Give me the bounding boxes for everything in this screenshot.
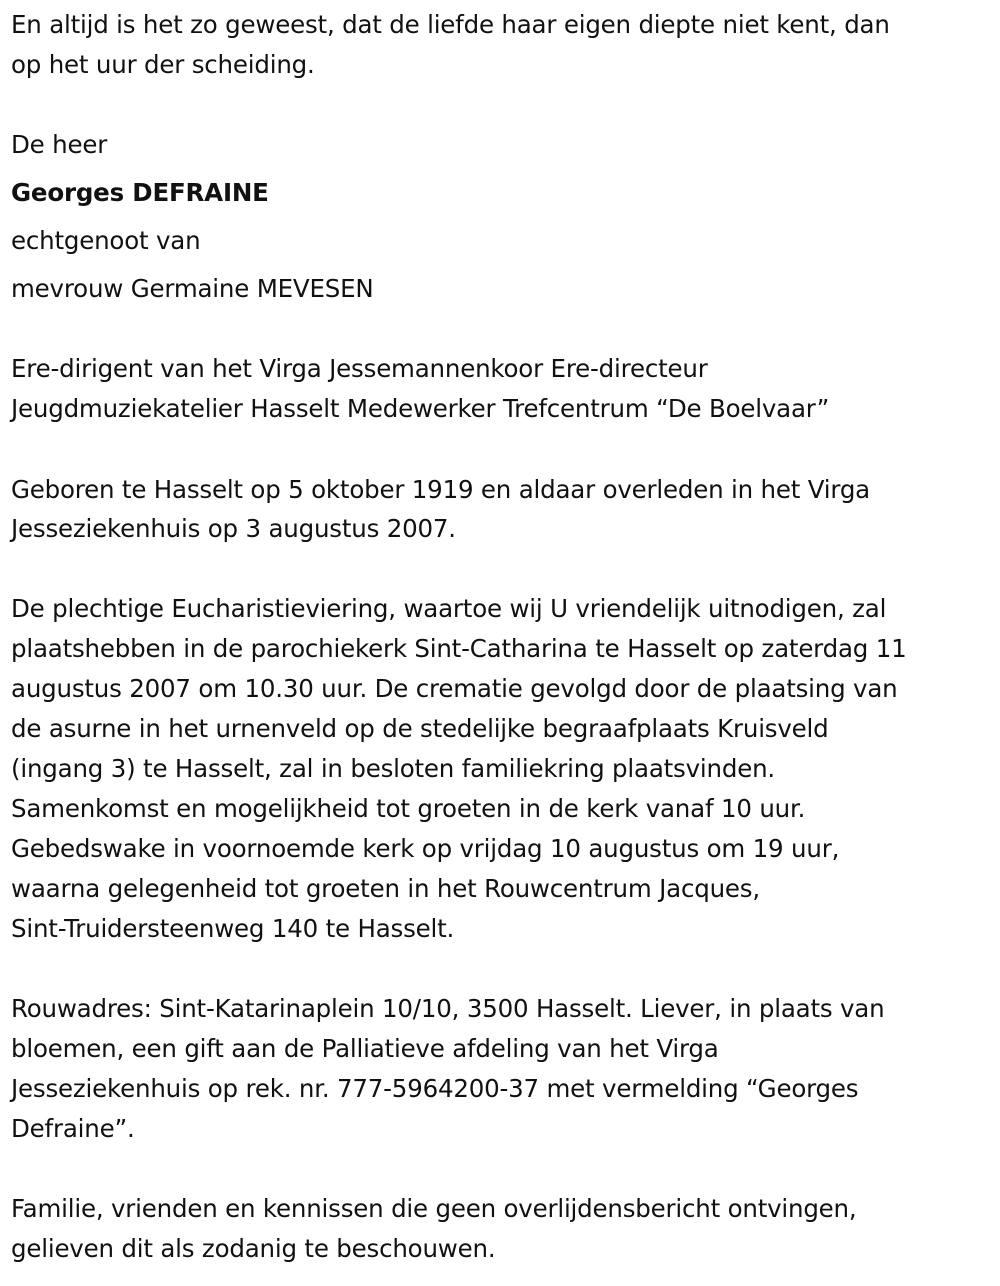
intro-line: op het uur der scheiding. bbox=[11, 50, 315, 79]
ceremony-line: de asurne in het urnenveld op de stedelijke begraafplaats Kruisveld bbox=[11, 714, 829, 743]
titles-line: Jeugdmuziekatelier Hasselt Medewerker Trefcentrum “De Boelvaar” bbox=[11, 394, 830, 423]
salutation: De heer bbox=[11, 130, 108, 159]
address-line: Jesseziekenhuis op rek. nr. 777-5964200-37 met vermelding “Georges bbox=[11, 1074, 859, 1103]
birth-death-line: Geboren te Hasselt op 5 oktober 1919 en aldaar overleden in het Virga bbox=[11, 475, 870, 504]
ceremony-line: plaatshebben in de parochiekerk Sint-Catharina te Hasselt op zaterdag 11 bbox=[11, 634, 907, 663]
ceremony-line: (ingang 3) te Hasselt, zal in besloten familiekring plaatsvinden. bbox=[11, 754, 775, 783]
ceremony-line: Gebedswake in voornoemde kerk op vrijdag 10 augustus om 19 uur, bbox=[11, 834, 840, 863]
closing-line: gelieven dit als zodanig te beschouwen. bbox=[11, 1234, 496, 1263]
relation: echtgenoot van bbox=[11, 226, 201, 255]
ceremony-line: Sint-Truidersteenweg 140 te Hasselt. bbox=[11, 914, 455, 943]
deceased-name: Georges DEFRAINE bbox=[11, 178, 269, 207]
spouse-name: mevrouw Germaine MEVESEN bbox=[11, 274, 374, 303]
intro-line: En altijd is het zo geweest, dat de liefde haar eigen diepte niet kent, dan bbox=[11, 10, 890, 39]
ceremony-line: augustus 2007 om 10.30 uur. De crematie gevolgd door de plaatsing van bbox=[11, 674, 898, 703]
address-line: bloemen, een gift aan de Palliatieve afdeling van het Virga bbox=[11, 1034, 719, 1063]
address-line: Rouwadres: Sint-Katarinaplein 10/10, 3500 Hasselt. Liever, in plaats van bbox=[11, 994, 885, 1023]
ceremony-line: De plechtige Eucharistieviering, waartoe wij U vriendelijk uitnodigen, zal bbox=[11, 594, 887, 623]
titles-line: Ere-dirigent van het Virga Jessemannenkoor Ere-directeur bbox=[11, 354, 708, 383]
closing-line: Familie, vrienden en kennissen die geen overlijdensbericht ontvingen, bbox=[11, 1194, 857, 1223]
ceremony-line: Samenkomst en mogelijkheid tot groeten in de kerk vanaf 10 uur. bbox=[11, 794, 806, 823]
ceremony-line: waarna gelegenheid tot groeten in het Rouwcentrum Jacques, bbox=[11, 874, 760, 903]
birth-death-line: Jesseziekenhuis op 3 augustus 2007. bbox=[11, 514, 456, 543]
address-line: Defraine”. bbox=[11, 1114, 135, 1143]
